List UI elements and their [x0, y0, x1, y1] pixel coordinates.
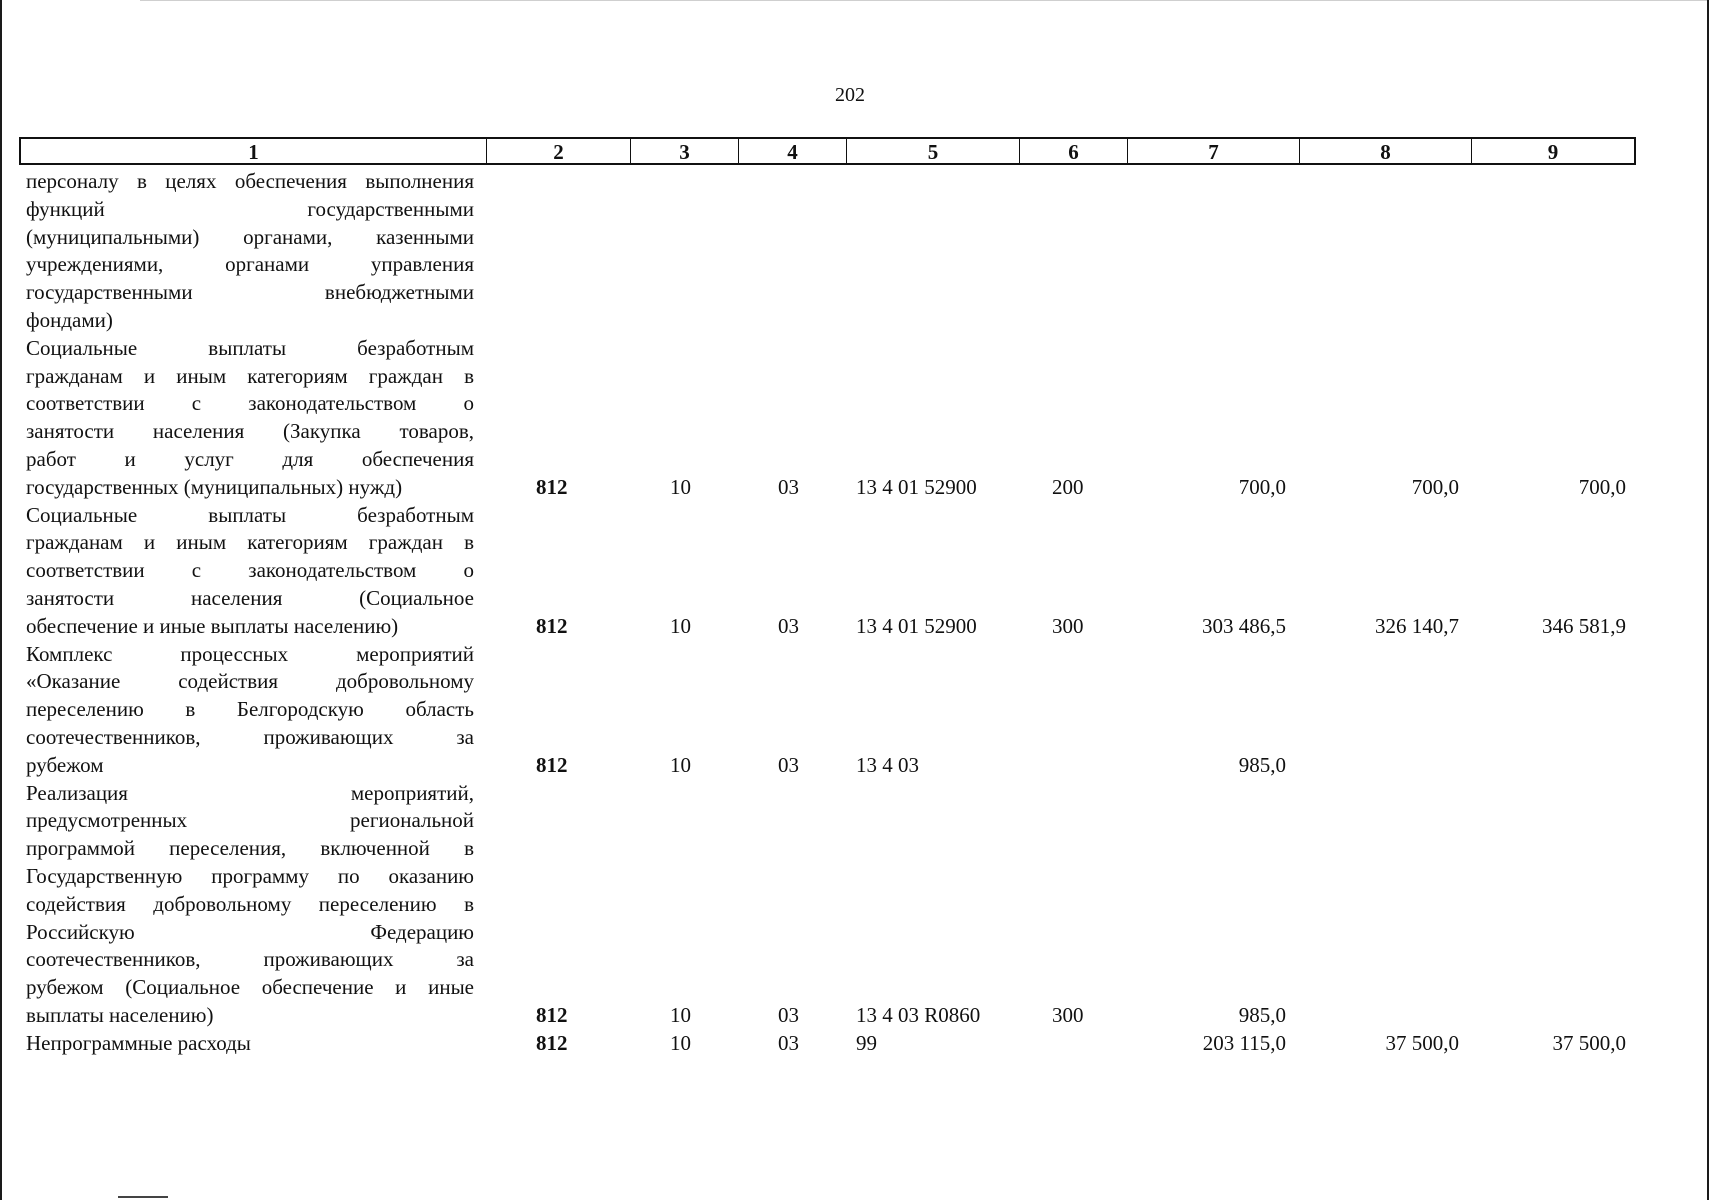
header-col-8: 8	[1299, 139, 1471, 163]
scan-mark	[118, 1196, 168, 1198]
cell-gov-code: 812	[536, 1030, 568, 1055]
description-line: государственными внебюджетными	[26, 280, 474, 305]
description-line: рубежом (Социальное обеспечение и иные	[26, 975, 474, 1000]
description-line: соотечественников, проживающих за	[26, 724, 474, 749]
cell-subsection: 03	[778, 1002, 799, 1027]
description-line: Социальные выплаты безработным	[26, 335, 474, 360]
cell-amount-year-2: 700,0	[1411, 474, 1459, 499]
cell-amount-year-1: 303 486,5	[1202, 613, 1286, 638]
description-line: Государственную программу по оказанию	[26, 863, 474, 888]
cell-target-article: 13 4 03	[856, 752, 919, 777]
cell-target-article: 99	[856, 1030, 877, 1055]
page-number: 202	[835, 84, 865, 106]
description-line: Реализация мероприятий,	[26, 780, 474, 805]
cell-target-article: 13 4 01 52900	[856, 474, 977, 499]
table-row	[0, 335, 1709, 502]
description-line: Социальные выплаты безработным	[26, 502, 474, 527]
description-line: рубежом	[26, 752, 104, 777]
description-line: государственных (муниципальных) нужд)	[26, 474, 403, 499]
table-row	[0, 168, 1709, 335]
cell-expense-type: 300	[1052, 1002, 1084, 1027]
cell-gov-code: 812	[536, 613, 568, 638]
scan-edge-top	[140, 0, 1709, 1]
description-line: Комплекс процессных мероприятий	[26, 641, 474, 666]
description-line: фондами)	[26, 307, 113, 332]
cell-amount-year-2: 326 140,7	[1375, 613, 1459, 638]
description-line: выплаты населению)	[26, 1002, 214, 1027]
cell-section: 10	[670, 1030, 691, 1055]
table-header	[19, 137, 1636, 165]
cell-expense-type: 200	[1052, 474, 1084, 499]
description-line: содействия добровольному переселению в	[26, 891, 474, 916]
cell-amount-year-3: 346 581,9	[1542, 613, 1626, 638]
description-line: работ и услуг для обеспечения	[26, 446, 474, 471]
cell-amount-year-1: 700,0	[1238, 474, 1286, 499]
description-line: обеспечение и иные выплаты населению)	[26, 613, 399, 638]
description-line: учреждениями, органами управления	[26, 252, 474, 277]
description-line: соответствии с законодательством о	[26, 391, 474, 416]
cell-amount-year-2: 37 500,0	[1385, 1030, 1459, 1055]
table-row	[0, 502, 1709, 641]
cell-amount-year-1: 203 115,0	[1202, 1030, 1286, 1055]
cell-gov-code: 812	[536, 752, 568, 777]
description-line: занятости населения (Закупка товаров,	[26, 419, 474, 444]
cell-amount-year-3: 37 500,0	[1552, 1030, 1626, 1055]
cell-subsection: 03	[778, 474, 799, 499]
cell-section: 10	[670, 474, 691, 499]
description-line: функций государственными	[26, 196, 474, 221]
cell-gov-code: 812	[536, 474, 568, 499]
cell-amount-year-1: 985,0	[1238, 752, 1286, 777]
description-line: гражданам и иным категориям граждан в	[26, 363, 474, 388]
row-description	[26, 641, 474, 780]
description-line: Непрограммные расходы	[26, 1030, 251, 1055]
header-col-1: 1	[248, 140, 259, 164]
table-row	[0, 641, 1709, 780]
header-col-7: 7	[1127, 139, 1299, 163]
cell-subsection: 03	[778, 752, 799, 777]
table-row	[0, 1030, 1709, 1058]
description-line: «Оказание содействия добровольному	[26, 669, 474, 694]
cell-subsection: 03	[778, 613, 799, 638]
cell-expense-type: 300	[1052, 613, 1084, 638]
header-col-6: 6	[1019, 139, 1127, 163]
header-col-5: 5	[846, 139, 1019, 163]
row-description	[26, 1030, 474, 1058]
row-description	[26, 335, 474, 502]
cell-section: 10	[670, 752, 691, 777]
cell-target-article: 13 4 03 R0860	[856, 1002, 981, 1027]
cell-subsection: 03	[778, 1030, 799, 1055]
cell-section: 10	[670, 1002, 691, 1027]
description-line: (муниципальными) органами, казенными	[26, 224, 474, 249]
header-col-4: 4	[738, 139, 846, 163]
description-line: программой переселения, включенной в	[26, 836, 474, 861]
description-line: занятости населения (Социальное	[26, 585, 474, 610]
header-col-3: 3	[630, 139, 738, 163]
row-description	[26, 502, 474, 641]
cell-amount-year-3: 700,0	[1578, 474, 1626, 499]
description-line: Российскую Федерацию	[26, 919, 474, 944]
header-col-9: 9	[1471, 139, 1634, 163]
cell-target-article: 13 4 01 52900	[856, 613, 977, 638]
header-col-2: 2	[486, 139, 630, 163]
description-line: переселению в Белгородскую область	[26, 697, 474, 722]
description-line: гражданам и иным категориям граждан в	[26, 530, 474, 555]
description-line: соотечественников, проживающих за	[26, 947, 474, 972]
cell-section: 10	[670, 613, 691, 638]
cell-amount-year-1: 985,0	[1238, 1002, 1286, 1027]
description-line: персоналу в целях обеспечения выполнения	[26, 169, 474, 193]
table-row	[0, 780, 1709, 1030]
description-line: предусмотренных региональной	[26, 808, 474, 833]
row-description	[26, 780, 474, 1030]
description-line: соответствии с законодательством о	[26, 558, 474, 583]
cell-gov-code: 812	[536, 1002, 568, 1027]
row-description	[26, 168, 474, 335]
